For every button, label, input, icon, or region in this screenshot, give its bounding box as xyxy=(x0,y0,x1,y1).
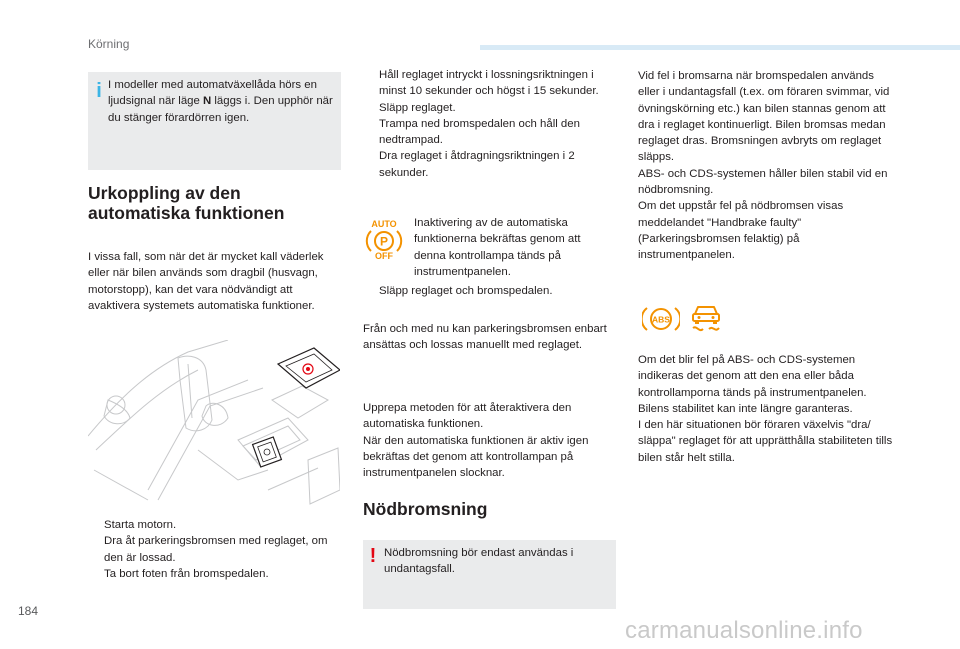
list-item: Trampa ned bromspedalen och håll den nedtrampad. xyxy=(379,117,580,147)
warning-note-text: Nödbromsning bör endast användas i undantagsfall. xyxy=(384,547,574,576)
list-item: Starta motorn. xyxy=(104,519,177,531)
warning-icon: ! xyxy=(369,545,377,567)
auto-off-description: Inaktivering av de automatiska funktionerna bekräftas genom att denna kontrollampa tänds på instrumentpanelen. xyxy=(414,217,581,278)
info-note-text: I modeller med automatväxellåda hörs en ljudsignal när läge N läggs i. Den upphör när du stänger förardörren igen. xyxy=(108,79,333,124)
page-number: 184 xyxy=(18,604,39,618)
intro-paragraph: I vissa fall, som när det är mycket kall väderlek eller när bilen används som dragbil (husvagn, motorstopp), kan det vara nödvändigt att avaktivera systemets automatiska funktioner. xyxy=(88,251,324,312)
section-heading-disable-auto: Urkoppling av den automatiska funktionen xyxy=(88,183,285,223)
info-icon: i xyxy=(96,80,102,102)
abs-warning-icon xyxy=(642,304,680,334)
list-item: Släpp reglaget. xyxy=(379,101,456,114)
reactivate-paragraph: Upprepa metoden för att återaktivera den automatiska funktionen. När den automatiska funktionen är aktiv igen bekräftas det genom att kontrollampan på instrumentpanelen slocknar. xyxy=(363,402,589,480)
section-heading-emergency-braking: Nödbromsning xyxy=(363,499,488,519)
auto-off-icon-top-label: AUTO xyxy=(371,219,397,229)
auto-parking-brake-off-icon xyxy=(365,218,403,260)
list-item: Dra reglaget i åtdragningsriktningen i 2 sekunder. xyxy=(379,150,575,179)
list-item: Ta bort foten från bromspedalen. xyxy=(104,567,269,580)
list-item: Håll reglaget intryckt i lossningsriktningen i minst 10 sekunder och högst i 15 sekunder. xyxy=(379,69,599,98)
emergency-braking-paragraph: Vid fel i bromsarna när bromspedalen används eller i undantagsfall (t.ex. om föraren svimmar, vid övningskörning etc.) kan bilen stannas genom att dra i reglaget kontinuerligt. Bilen bromsas medan reglaget dras. Bromsningen avbryts om reglaget släpps. ABS- och CDS-systemen håller bilen stabil vid en nödbromsning. Om det uppstår fel på nödbromsen visas meddelandet "Handbrake faulty" (Parkeringsbromsen felaktig) på instrumentpanelen. xyxy=(638,70,890,262)
auto-off-icon-bottom-label: OFF xyxy=(375,251,393,260)
auto-off-icon-letter: P xyxy=(379,234,389,249)
steps-list-middle xyxy=(363,67,621,181)
stability-control-icon xyxy=(689,302,723,334)
list-item: Dra åt parkeringsbromsen med reglaget, om den är lossad. xyxy=(104,535,328,564)
abs-cds-fault-paragraph: Om det blir fel på ABS- och CDS-systemen indikeras det genom att den ena eller båda kontrollamporna tänds på instrumentpanelen. Bilens stabilitet kan inte längre garanteras. I den här situationen bör föraren växelvis "dra/ släppa" reglaget för att upprätthålla stabiliteten tills bilen står helt stilla. xyxy=(638,354,893,464)
abs-icon-label: ABS xyxy=(652,314,670,325)
parking-brake-switch-zoom xyxy=(278,348,340,388)
list-item: Släpp reglaget och bromspedalen. xyxy=(379,285,553,297)
warning-note-box xyxy=(363,540,616,609)
steps-list-left xyxy=(88,517,348,582)
center-console-illustration xyxy=(88,340,340,508)
section-label: Körning xyxy=(88,37,130,51)
info-note-box xyxy=(88,72,341,170)
watermark: carmanualsonline.info xyxy=(625,617,863,644)
header-bar xyxy=(480,45,960,50)
manual-mode-paragraph: Från och med nu kan parkeringsbromsen enbart ansättas och lossas manuellt med reglaget. xyxy=(363,323,607,352)
